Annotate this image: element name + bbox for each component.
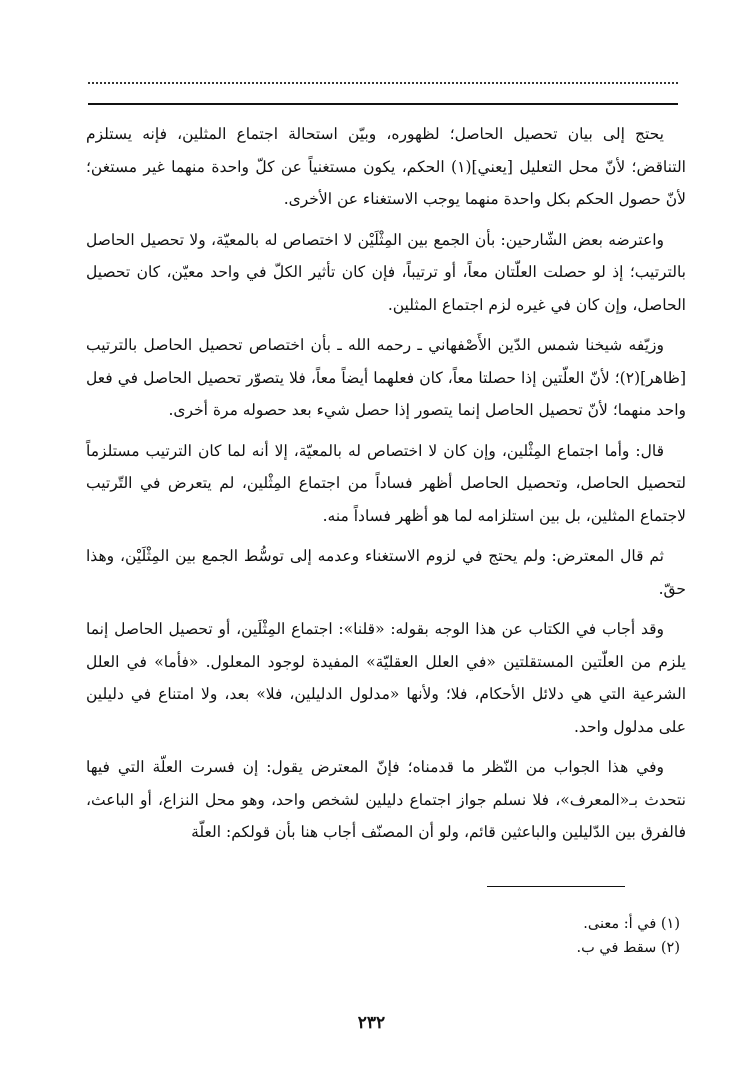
paragraph: ثم قال المعترض: ولم يحتج في لزوم الاستغناء وعدمه إلى توسُّط الجمع بين المِثْلَيْن، وهذا حقّ.	[86, 547, 686, 598]
page-number: ٢٣٢	[357, 1013, 386, 1033]
footnote-text: في أ: معنى.	[583, 916, 657, 932]
paragraph: قال: وأما اجتماع المِثْلين، وإن كان لا اختصاص له بالمعيّة، إلا أنه لما كان الترتيب مستلزماً لتحصيل الحاصل، وتحصيل الحاصل أظهر فساداً من اجتماع المِثْلين، لم يتعرض في التّرتيب لاجتماع المثلين، بل بين استلزامه لما هو أظهر فساداً منه.	[86, 441, 686, 525]
paragraph: وفي هذا الجواب من النّظر ما قدمناه؛ فإنّ المعترض يقول: إن فسرت العلّة التي فيها نتحدث بـ«المعرف»، فلا نسلم جواز اجتماع دليلين لشخص واحد، وهو محل النزاع، أو الباعث، فالفرق بين الدّليلين والباعثين قائم، ولو أن المصنّف أجاب هنا بأن قولكم: العلّة	[86, 758, 686, 841]
footnote-separator	[487, 886, 625, 887]
footnote-marker: (٢)	[660, 940, 680, 956]
dotted-header-rule	[88, 82, 678, 90]
footnote	[577, 936, 681, 960]
main-text	[86, 118, 686, 857]
header-rule	[88, 103, 678, 105]
paragraph: يحتج إلى بيان تحصيل الحاصل؛ لظهوره، وبيّن استحالة اجتماع المثلين، فإنه يستلزم التناقض؛ لأنّ محل التعليل [يعني](١) الحكم، يكون مستغنياً عن كلّ واحدة منهما غير مستغن؛ لأنّ حصول الحكم بكل واحدة منهما يوجب الاستغناء عن الأخرى.	[86, 125, 686, 208]
footnote-marker: (١)	[660, 916, 680, 932]
paragraph: وقد أجاب في الكتاب عن هذا الوجه بقوله: «قلنا»: اجتماع المِثْلَين، أو تحصيل الحاصل إنما يلزم من العلّتين المستقلتين «في العلل العقليّة» المفيدة لوجود المعلول. «فأما» في العلل الشرعية التي هي دلائل الأحكام، فلا؛ ولأنها «مدلول الدليلين، فلا» بعد، ولا امتناع في دليلين على مدلول واحد.	[86, 620, 686, 736]
footnote-text: سقط في ب.	[576, 940, 657, 956]
paragraph: وزيّفه شيخنا شمس الدّين الأَصْفهاني ـ رحمه الله ـ بأن اختصاص تحصيل الحاصل بالترتيب [ظاهر](٢)؛ لأنّ العلّتين إذا حصلتا معاً، كان فعلهما أيضاً معاً، فلا يتصوّر تحصيل الحاصل في فعل واحد منهما؛ لأنّ تحصيل الحاصل إنما يتصور إذا حصل شيء بعد حصوله مرة أخرى.	[86, 336, 686, 419]
footnote	[577, 912, 681, 936]
paragraph: واعترضه بعض الشّارحين: بأن الجمع بين المِثْلَيْن لا اختصاص له بالمعيّة، ولا تحصيل الحاصل بالترتيب؛ إذ لو حصلت العلّتان معاً، أو ترتيباً، فإن كان تأثير الكلّ في واحد معيّن، كان تحصيل الحاصل، وإن كان في غيره لزم اجتماع المثلين.	[86, 230, 686, 314]
footnotes	[577, 912, 681, 960]
